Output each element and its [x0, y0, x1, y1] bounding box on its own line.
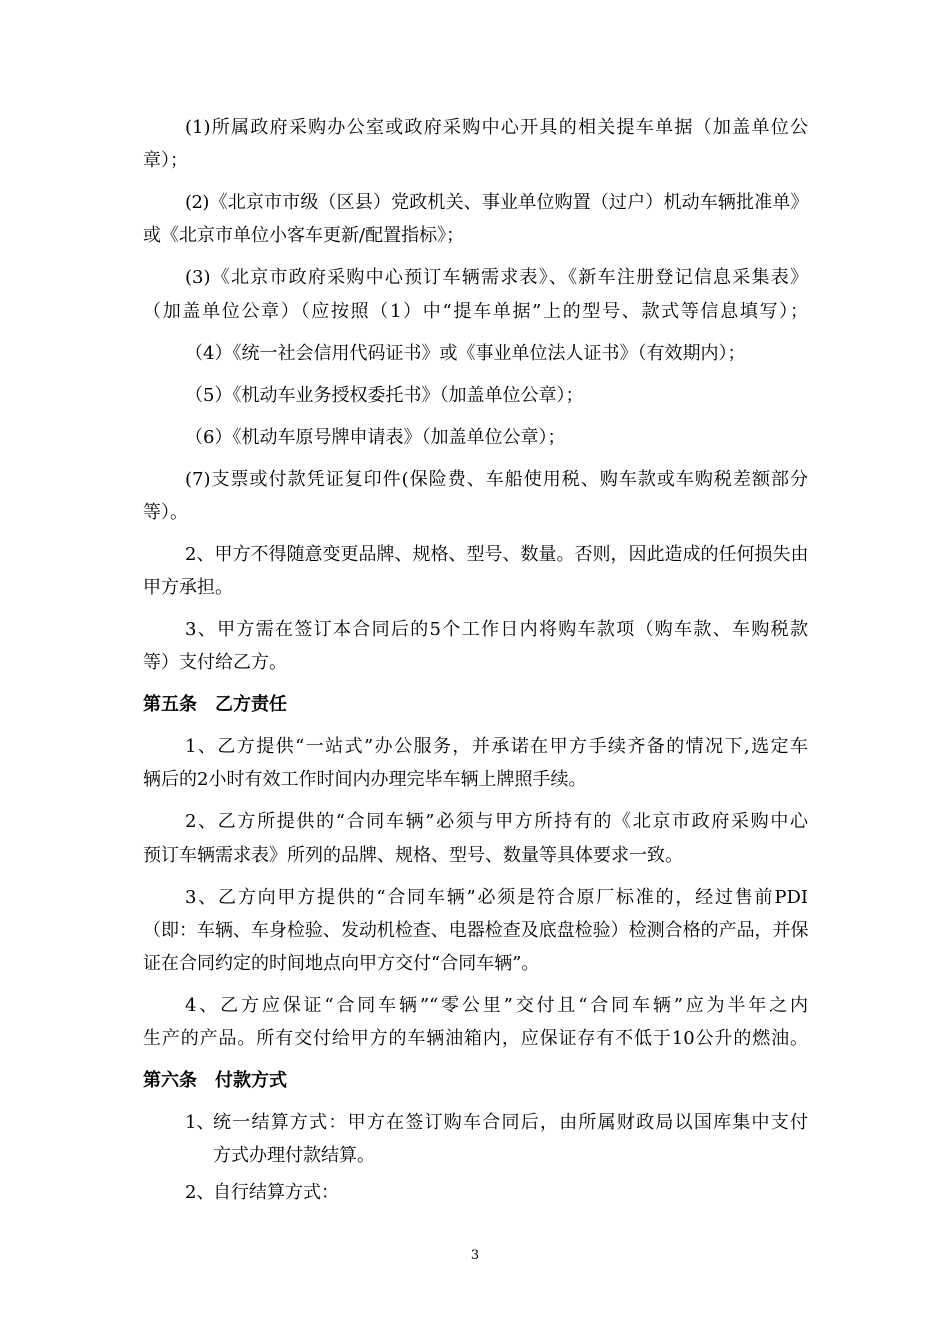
page-number: 3	[470, 1248, 480, 1263]
required-document-item-1	[143, 111, 808, 177]
text-line: 等）支付给乙方。	[143, 652, 287, 674]
article-6-heading: 第六条 付款方式	[143, 1070, 287, 1092]
text-line: 生产的产品。所有交付给甲方的车辆油箱内，应保证存有不低于10公升的燃油。	[143, 1028, 808, 1050]
required-document-item-7	[143, 463, 808, 529]
article-5-heading: 第五条 乙方责任	[143, 694, 287, 716]
text-line: 2、乙方所提供的“合同车辆”必须与甲方所持有的《北京市政府采购中心	[185, 811, 808, 833]
text-line: （5）《机动车业务授权委托书》（加盖单位公章）；	[185, 384, 584, 406]
party-b-clause-2	[143, 805, 808, 871]
text-line: 2、甲方不得随意变更品牌、规格、型号、数量。否则，因此造成的任何损失由	[185, 543, 808, 565]
text-line: 或《北京市单位小客车更新/配置指标》；	[143, 225, 465, 247]
text-line: 甲方承担。	[143, 577, 233, 599]
text-line: （加盖单位公章）（应按照（1）中“提车单据”上的型号、款式等信息填写）；	[143, 300, 808, 322]
text-line: 自行结算方式：	[213, 1182, 339, 1204]
text-line: 章）；	[143, 150, 188, 172]
text-line: 辆后的2小时有效工作时间内办理完毕车辆上牌照手续。	[143, 769, 587, 791]
text-line: （即：车辆、车身检验、发动机检查、电器检查及底盘检验）检测合格的产品，并保	[143, 919, 808, 941]
text-line: 证在合同约定的时间地点向甲方交付“合同车辆”。	[143, 953, 540, 975]
text-line: （4）《统一社会信用代码证书》或《事业单位法人证书》（有效期内）；	[185, 342, 746, 364]
party-b-clause-4	[143, 989, 808, 1055]
required-document-item-4	[143, 337, 808, 370]
text-line: 统一结算方式：甲方在签订购车合同后，由所属财政局以国库集中支付	[213, 1112, 808, 1134]
text-line: 预订车辆需求表》所列的品牌、规格、型号、数量等具体要求一致。	[143, 844, 683, 866]
list-number: 1、	[185, 1112, 215, 1134]
payment-method-item-1	[143, 1106, 808, 1172]
text-line: 4、乙方应保证“合同车辆”“零公里”交付且“合同车辆”应为半年之内	[185, 995, 808, 1017]
party-b-clause-3	[143, 881, 808, 981]
party-a-clause-2	[143, 538, 808, 604]
text-line: 1、乙方提供“一站式”办公服务，并承诺在甲方手续齐备的情况下,选定车	[185, 736, 808, 758]
payment-method-item-2	[143, 1176, 808, 1209]
party-a-clause-3	[143, 613, 808, 679]
party-b-clause-1	[143, 730, 808, 796]
text-line: (7)支票或付款凭证复印件(保险费、车船使用税、购车款或车购税差额部分	[185, 468, 808, 490]
required-document-item-3	[143, 261, 808, 327]
text-line: (3)《北京市政府采购中心预订车辆需求表》、《新车注册登记信息采集表》	[185, 267, 808, 289]
required-document-item-6	[143, 421, 808, 454]
text-line: 3、乙方向甲方提供的“合同车辆”必须是符合原厂标准的，经过售前PDI	[185, 886, 808, 908]
list-number: 2、	[185, 1182, 215, 1204]
required-document-item-2	[143, 186, 808, 252]
document-body	[143, 111, 808, 1213]
text-line: (1)所属政府采购办公室或政府采购中心开具的相关提车单据（加盖单位公	[185, 117, 808, 138]
text-line: 3、甲方需在签订本合同后的5个工作日内将购车款项（购车款、车购税款	[185, 619, 808, 641]
required-document-item-5	[143, 379, 808, 412]
text-line: 等）。	[143, 501, 188, 523]
text-line: (2)《北京市市级（区县）党政机关、事业单位购置（过户）机动车辆批准单》	[185, 192, 808, 214]
text-line: （6）《机动车原号牌申请表》（加盖单位公章）；	[185, 426, 566, 448]
text-line: 方式办理付款结算。	[213, 1145, 375, 1167]
